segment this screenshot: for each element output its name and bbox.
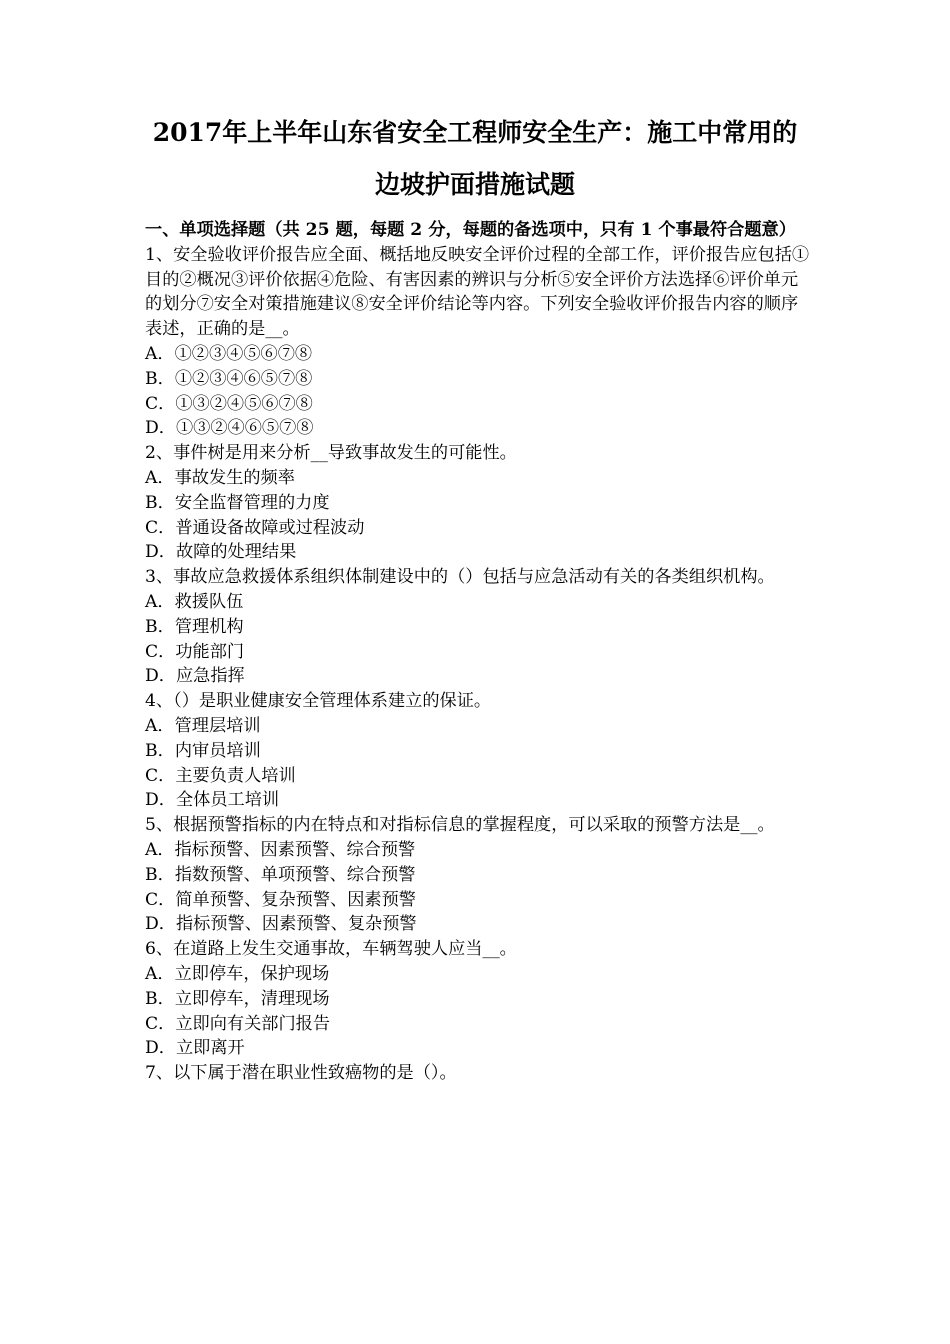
answer-option: A．①②③④⑤⑥⑦⑧	[145, 343, 313, 364]
question-4	[145, 689, 811, 813]
answer-option: D．全体员工培训	[145, 790, 280, 811]
answer-option: D．指标预警、因素预警、复杂预警	[145, 914, 417, 935]
answer-option: D．立即离开	[145, 1038, 245, 1059]
answer-option: C．主要负责人培训	[145, 765, 296, 786]
answer-option: C．普通设备故障或过程波动	[145, 517, 365, 538]
question-stem: 6、在道路上发生交通事故，车辆驾驶人应当__。	[145, 939, 517, 960]
question-stem: 2、事件树是用来分析__导致事故发生的可能性。	[145, 443, 517, 464]
question-stem: 7、以下属于潜在职业性致癌物的是（）。	[145, 1063, 457, 1084]
answer-option: A．事故发生的频率	[145, 467, 295, 488]
answer-option: B．立即停车，清理现场	[145, 988, 330, 1009]
answer-option: D．应急指挥	[145, 666, 245, 687]
question-5	[145, 813, 811, 937]
answer-option: C．立即向有关部门报告	[145, 1013, 331, 1034]
answer-option: A．管理层培训	[145, 715, 261, 736]
answer-option: A．指标预警、因素预警、综合预警	[145, 839, 416, 860]
question-stem: 1、安全验收评价报告应全面、概括地反映安全评价过程的全部工作，评价报告应包括①目的②概况③评价依据④危险、有害因素的辨识与分析⑤安全评价方法选择⑥评价单元的划分⑦安全对策措施建议⑧安全评价结论等内容。下列安全验收评价报告内容的顺序表述，正确的是__。	[145, 244, 810, 340]
question-7	[145, 1061, 811, 1086]
section-heading: 一、单项选择题（共 25 题，每题 2 分，每题的备选项中，只有 1 个事最符合题意）	[145, 220, 796, 240]
document-body	[145, 218, 811, 1086]
answer-option: D．故障的处理结果	[145, 542, 297, 563]
question-stem: 3、事故应急救援体系组织体制建设中的（）包括与应急活动有关的各类组织机构。	[145, 567, 775, 588]
answer-option: C．简单预警、复杂预警、因素预警	[145, 889, 416, 910]
answer-option: B．内审员培训	[145, 740, 261, 761]
answer-option: B．①②③④⑥⑤⑦⑧	[145, 368, 313, 389]
answer-option: D．①③②④⑥⑤⑦⑧	[145, 418, 314, 439]
answer-option: C．①③②④⑤⑥⑦⑧	[145, 393, 313, 414]
document-title-line-1: 2017年上半年山东省安全工程师安全生产：施工中常用的	[152, 118, 798, 147]
answer-option: A．立即停车，保护现场	[145, 963, 330, 984]
question-6	[145, 937, 811, 1061]
question-stem: 4、（）是职业健康安全管理体系建立的保证。	[145, 691, 492, 712]
question-1	[145, 243, 811, 441]
answer-option: B．管理机构	[145, 616, 244, 637]
answer-option: C．功能部门	[145, 641, 245, 662]
question-stem: 5、根据预警指标的内在特点和对指标信息的掌握程度，可以采取的预警方法是__。	[145, 815, 775, 836]
document-title-line-2: 边坡护面措施试题	[374, 170, 575, 199]
answer-option: A．救援队伍	[145, 591, 244, 612]
question-2	[145, 441, 811, 565]
answer-option: B．指数预警、单项预警、综合预警	[145, 864, 416, 885]
answer-option: B．安全监督管理的力度	[145, 492, 330, 513]
question-3	[145, 565, 811, 689]
